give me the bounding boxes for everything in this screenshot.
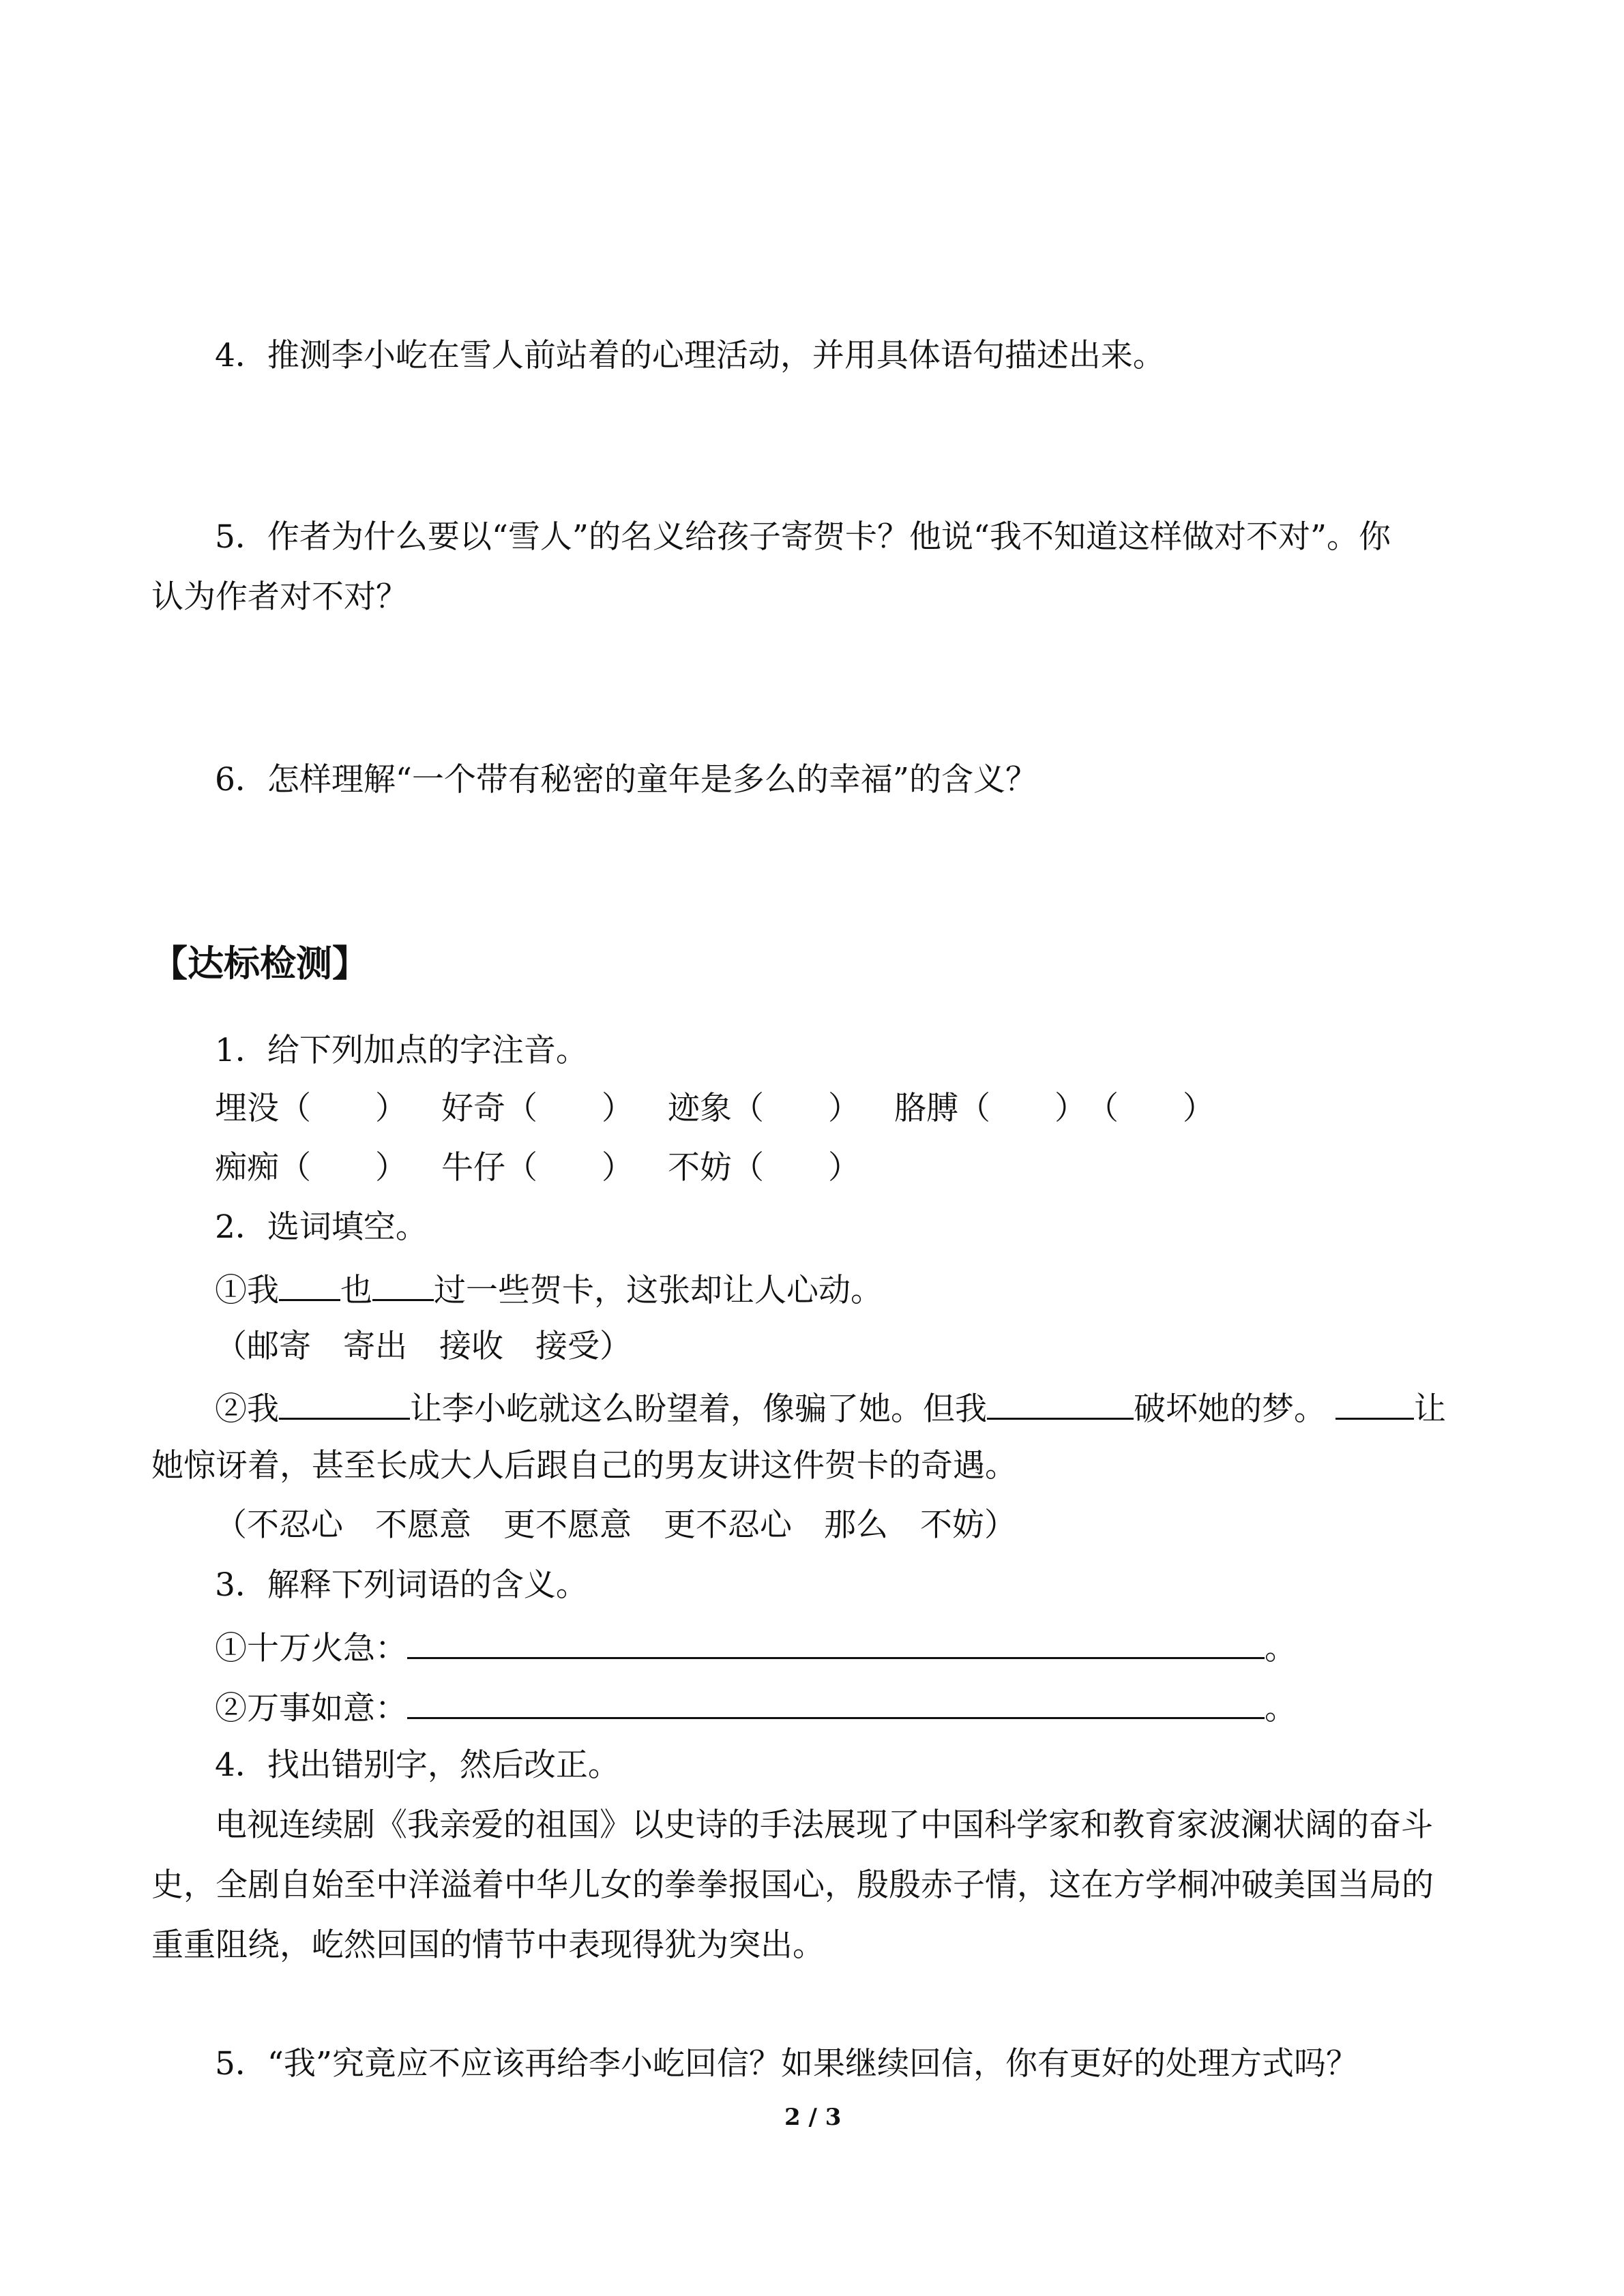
answer-paren[interactable]: （ ）	[1087, 1090, 1215, 1127]
section-heading: 【达标检测】	[151, 943, 368, 985]
pinyin-item: 埋没（ ）	[215, 1090, 407, 1127]
pinyin-item: 好奇（ ）	[441, 1090, 634, 1127]
test-q2-title: 2．选词填空。	[215, 1208, 428, 1246]
page-number: 2 / 3	[784, 2104, 842, 2131]
test-q2-options1: （邮寄 寄出 接收 接受）	[215, 1328, 632, 1365]
question-4: 4．推测李小屹在雪人前站着的心理活动，并用具体语句描述出来。	[215, 337, 1165, 374]
answer-paren[interactable]: （ ）	[279, 1149, 407, 1187]
pinyin-item: 迹象（ ）	[668, 1090, 860, 1127]
answer-paren[interactable]: （ ）	[279, 1090, 407, 1127]
pinyin-item: 牛仔（ ）	[441, 1149, 634, 1187]
answer-paren[interactable]: （ ）	[505, 1090, 634, 1127]
answer-line[interactable]	[407, 1684, 1265, 1719]
answer-paren[interactable]: （ ）	[958, 1090, 1087, 1127]
question-5-line2: 认为作者对不对？	[151, 578, 408, 616]
answer-paren[interactable]: （ ）	[732, 1149, 860, 1187]
test-q2-options2: （不忍心 不愿意 更不愿意 更不忍心 那么 不妨）	[215, 1506, 1016, 1544]
test-q1-row2	[215, 1147, 860, 1189]
pinyin-item: 痴痴（ ）	[215, 1149, 407, 1187]
test-q5: 5．“我”究竟应不应该再给李小屹回信？如果继续回信，你有更好的处理方式吗？	[215, 2045, 1358, 2083]
pinyin-item: 不妨（ ）	[668, 1149, 860, 1187]
test-q2-sentence2: ②我 让李小屹就这么盼望着，像骗了她。但我 破坏她的梦。 让	[215, 1385, 1446, 1431]
test-q1-title: 1．给下列加点的字注音。	[215, 1032, 588, 1069]
test-q3-title: 3．解释下列词语的含义。	[215, 1566, 588, 1604]
answer-line[interactable]	[407, 1624, 1265, 1659]
fill-blank[interactable]	[1335, 1385, 1414, 1420]
test-q2-sentence2-line2: 她惊讶着，甚至长成大人后跟自己的男友讲这件贺卡的奇遇。	[151, 1447, 1017, 1485]
test-q3-item1: ①十万火急： 。	[215, 1624, 1297, 1670]
test-q4-title: 4．找出错别字，然后改正。	[215, 1746, 620, 1784]
fill-blank[interactable]	[987, 1385, 1134, 1420]
test-q4-paragraph-line3: 重重阻绕，屹然回国的情节中表现得犹为突出。	[151, 1926, 825, 1964]
question-6: 6．怎样理解“一个带有秘密的童年是多么的幸福”的含义？	[215, 761, 1037, 799]
test-q2-sentence1: ①我 也 过一些贺卡，这张却让人心动。	[215, 1266, 883, 1312]
pinyin-item: 胳膊（ ）（ ）	[894, 1090, 1215, 1127]
answer-paren[interactable]: （ ）	[505, 1149, 634, 1187]
test-q4-paragraph-line1: 电视连续剧《我亲爱的祖国》以史诗的手法展现了中国科学家和教育家波澜状阔的奋斗	[215, 1806, 1433, 1844]
test-q1-row1	[215, 1088, 1215, 1130]
answer-paren[interactable]: （ ）	[732, 1090, 860, 1127]
fill-blank[interactable]	[279, 1385, 410, 1420]
test-q4-paragraph-line2: 史，全剧自始至中洋溢着中华儿女的拳拳报国心，殷殷赤子情，这在方学桐冲破美国当局的	[151, 1866, 1434, 1904]
question-5-line1: 5．作者为什么要以“雪人”的名义给孩子寄贺卡？他说“我不知道这样做对不对”。你	[215, 518, 1391, 556]
fill-blank[interactable]	[372, 1266, 434, 1301]
fill-blank[interactable]	[279, 1266, 340, 1301]
test-q3-item2: ②万事如意： 。	[215, 1684, 1297, 1730]
